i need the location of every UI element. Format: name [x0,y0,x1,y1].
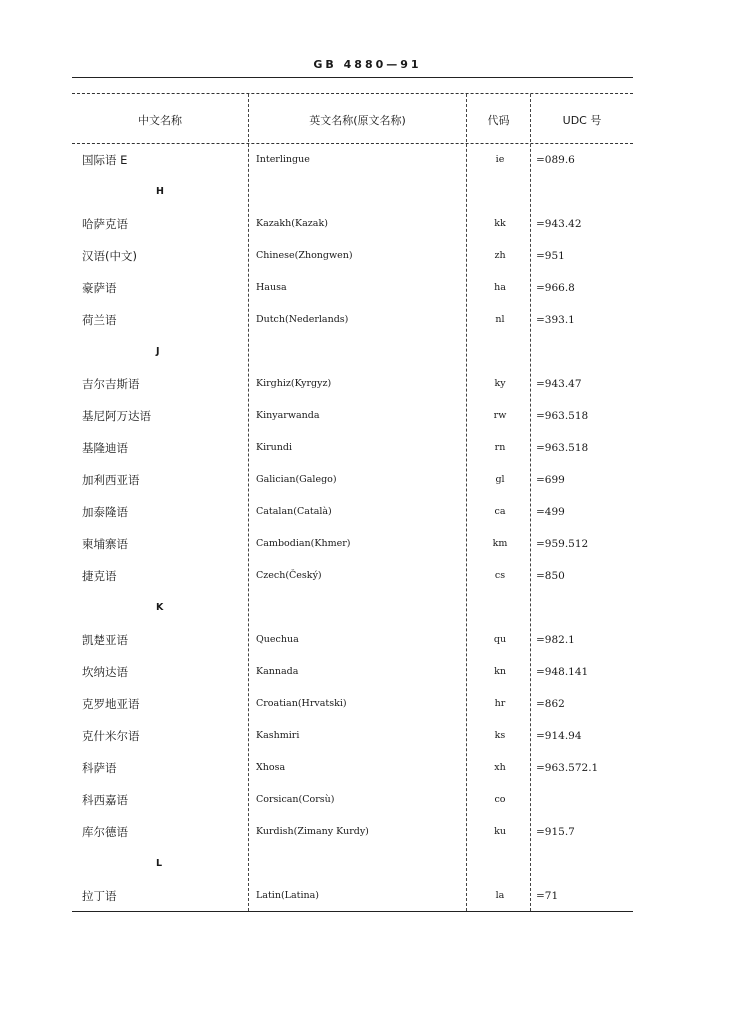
chinese-name-cell: 豪萨语 [82,281,117,295]
english-name-cell: Galician(Galego) [256,474,337,485]
english-name-cell: Kannada [256,666,299,677]
table-row [72,536,633,568]
code-cell: rw [493,410,507,421]
udc-cell: =850 [536,570,565,582]
table-header-rule [72,143,633,144]
udc-cell: =951 [536,250,565,262]
udc-cell: =699 [536,474,565,486]
chinese-name-cell: 国际语 E [82,153,128,167]
table-row [72,152,633,184]
table-row [72,312,633,344]
english-name-cell: Catalan(Català) [256,506,332,517]
udc-cell: =943.42 [536,218,582,230]
chinese-name-cell: 科西嘉语 [82,793,128,807]
english-name-cell: Xhosa [256,762,286,773]
chinese-name-cell: 吉尔吉斯语 [82,377,140,391]
english-name-cell: Kashmiri [256,730,300,741]
section-letter-row [72,184,633,216]
table-top-rule [72,93,633,94]
code-cell: la [495,890,505,901]
chinese-name-cell: 坎纳达语 [82,665,128,679]
code-cell: ku [494,826,506,837]
table-row [72,792,633,824]
chinese-name-cell: 科萨语 [82,761,117,775]
code-cell: qu [493,634,507,645]
chinese-name-cell: 哈萨克语 [82,217,128,231]
english-name-cell: Quechua [256,634,299,645]
english-name-cell: Kurdish(Zimany Kurdy) [256,826,369,837]
section-letter-row [72,344,633,376]
udc-cell: =982.1 [536,634,575,646]
column-header-chinese-name: 中文名称 [138,114,182,127]
section-letter-row [72,600,633,632]
chinese-name-cell: 克什米尔语 [82,729,140,743]
standard-number: GB 4880—91 [313,58,422,71]
section-letter-row [72,856,633,888]
english-name-cell: Kirundi [256,442,293,453]
chinese-name-cell: 克罗地亚语 [82,697,140,711]
code-cell: ie [495,154,505,165]
table-row [72,216,633,248]
table-row [72,472,633,504]
chinese-name-cell: 库尔德语 [82,825,128,839]
udc-cell: =089.6 [536,154,575,166]
code-cell: nl [495,314,505,325]
english-name-cell: Kinyarwanda [256,410,320,421]
chinese-name-cell: 加利西亚语 [82,473,140,487]
table-row [72,248,633,280]
code-cell: rn [494,442,506,453]
udc-cell: =862 [536,698,565,710]
code-cell: ks [494,730,506,741]
code-cell: cs [494,570,506,581]
chinese-name-cell: 汉语(中文) [82,249,137,263]
code-cell: kk [494,218,506,229]
udc-cell: =915.7 [536,826,575,838]
chinese-name-cell: 加泰隆语 [82,505,128,519]
code-cell: ky [494,378,506,389]
table-row [72,408,633,440]
udc-cell: =948.141 [536,666,589,678]
table-row [72,632,633,664]
english-name-cell: Latin(Latina) [256,890,319,901]
code-cell: gl [495,474,505,485]
english-name-cell: Hausa [256,282,287,293]
section-letter: J [156,346,160,357]
code-cell: ha [494,282,506,293]
udc-cell: =393.1 [536,314,575,326]
table-row [72,568,633,600]
table-row [72,440,633,472]
table-row [72,728,633,760]
section-letter: H [156,186,164,197]
udc-cell: =963.518 [536,442,589,454]
udc-cell: =959.512 [536,538,589,550]
code-cell: ca [494,506,506,517]
code-cell: zh [494,250,506,261]
column-header-english-name: 英文名称(原文名称) [309,114,406,127]
chinese-name-cell: 捷克语 [82,569,117,583]
chinese-name-cell: 基尼阿万达语 [82,409,151,423]
udc-cell: =914.94 [536,730,582,742]
english-name-cell: Interlingue [256,154,310,165]
udc-cell: =966.8 [536,282,575,294]
english-name-cell: Kazakh(Kazak) [256,218,328,229]
chinese-name-cell: 基隆迪语 [82,441,128,455]
column-header-code: 代码 [487,114,510,127]
udc-cell: =943.47 [536,378,582,390]
udc-cell: =71 [536,890,559,902]
english-name-cell: Croatian(Hrvatski) [256,698,347,709]
code-cell: xh [494,762,506,773]
table-row [72,280,633,312]
table-row [72,760,633,792]
table-row [72,824,633,856]
chinese-name-cell: 拉丁语 [82,889,117,903]
english-name-cell: Czech(Český) [256,570,322,581]
code-cell: km [492,538,508,549]
table-row [72,376,633,408]
english-name-cell: Dutch(Nederlands) [256,314,349,325]
chinese-name-cell: 荷兰语 [82,313,117,327]
chinese-name-cell: 凯楚亚语 [82,633,128,647]
code-cell: hr [494,698,506,709]
english-name-cell: Kirghiz(Kyrgyz) [256,378,332,389]
english-name-cell: Corsican(Corsù) [256,794,335,805]
table-row [72,696,633,728]
english-name-cell: Chinese(Zhongwen) [256,250,353,261]
code-cell: kn [494,666,506,677]
section-letter: K [156,602,164,613]
table-row [72,888,633,920]
udc-cell: =963.572.1 [536,762,599,774]
udc-cell: =499 [536,506,565,518]
chinese-name-cell: 柬埔寨语 [82,537,128,551]
english-name-cell: Cambodian(Khmer) [256,538,351,549]
table-row [72,504,633,536]
table-row [72,664,633,696]
code-cell: co [494,794,506,805]
section-letter: L [156,858,163,869]
udc-cell: =963.518 [536,410,589,422]
header-rule [72,77,633,78]
column-header-udc: UDC 号 [562,114,602,127]
